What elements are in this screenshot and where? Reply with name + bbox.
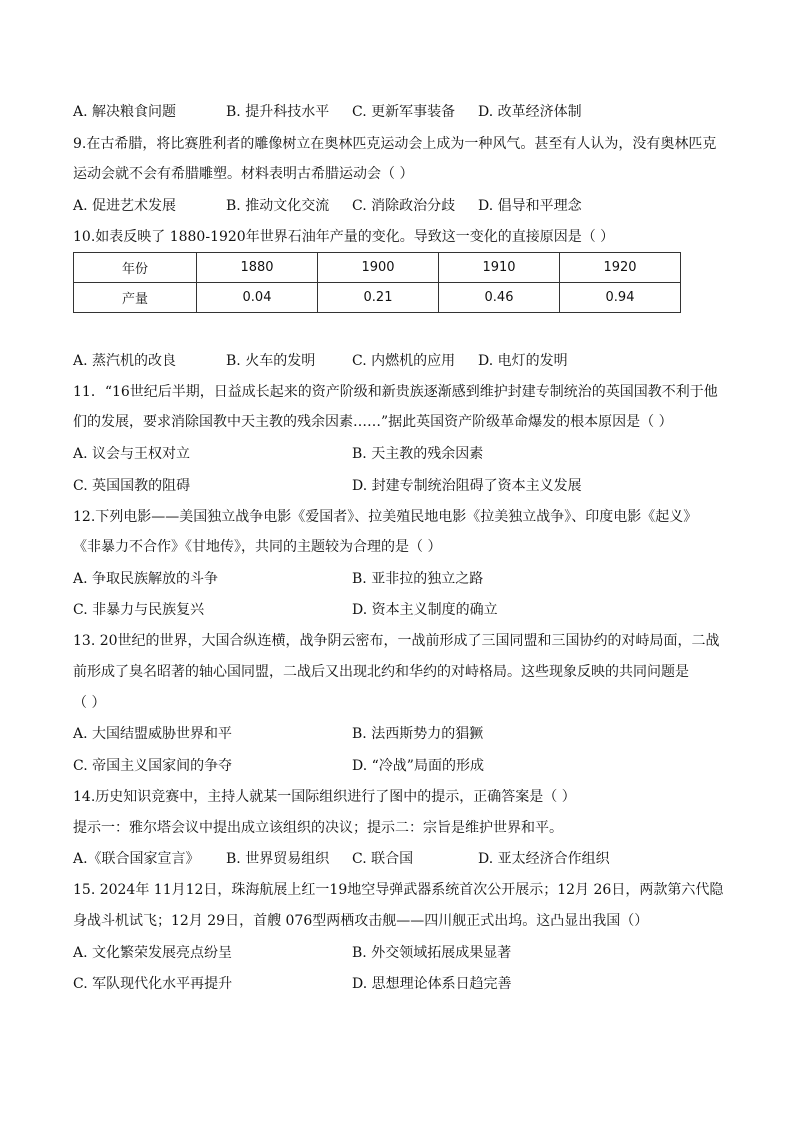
- table-cell-year: 1900: [318, 253, 439, 283]
- table-cell-year: 1920: [560, 253, 681, 283]
- q12-stem-line-1: 12.下列电影——美国独立战争电影《爱国者》、拉美殖民地电影《拉美独立战争》、印度电影《起义》: [73, 509, 698, 525]
- q9-option-c[interactable]: C. 消除政治分歧: [352, 198, 456, 214]
- q13-option-d[interactable]: D. “冷战”局面的形成: [352, 758, 484, 774]
- q8-option-c[interactable]: C. 更新军事装备: [352, 104, 456, 120]
- q14-stem: 14.历史知识竞赛中，主持人就某一国际组织进行了图中的提示，正确答案是（ ）: [73, 789, 576, 805]
- q11-stem-line-2: 们的发展，要求消除国教中天主教的残余因素……”据此英国资产阶级革命爆发的根本原因是（ ）: [73, 414, 673, 430]
- q10-option-c[interactable]: C. 内燃机的应用: [352, 353, 456, 369]
- table-cell-year: 1910: [439, 253, 560, 283]
- q10-stem: 10.如表反映了 1880-1920年世界石油年产量的变化。导致这一变化的直接原因是（ ）: [73, 229, 615, 245]
- q15-option-d[interactable]: D. 思想理论体系日趋完善: [352, 976, 512, 992]
- q10-option-a[interactable]: A. 蒸汽机的改良: [73, 353, 177, 369]
- q8-option-d[interactable]: D. 改革经济体制: [478, 104, 582, 120]
- q13-stem-line-2: 前形成了臭名昭著的轴心国同盟，二战后又出现北约和华约的对峙格局。这些现象反映的共同问题是: [73, 664, 689, 680]
- q13-stem-line-3: （ ）: [73, 695, 106, 711]
- q12-option-d[interactable]: D. 资本主义制度的确立: [352, 602, 498, 618]
- q9-option-b[interactable]: B. 推动文化交流: [226, 198, 330, 214]
- q13-option-b[interactable]: B. 法西斯势力的猖獗: [352, 726, 484, 742]
- q12-option-a[interactable]: A. 争取民族解放的斗争: [73, 571, 219, 587]
- q15-option-c[interactable]: C. 军队现代化水平再提升: [73, 976, 233, 992]
- q9-option-a[interactable]: A. 促进艺术发展: [73, 198, 177, 214]
- q10-option-d[interactable]: D. 电灯的发明: [478, 353, 568, 369]
- q11-stem-line-1: 11．“16世纪后半期，日益成长起来的资产阶级和新贵族逐渐感到维护封建专制统治的英国国教不利于他: [73, 384, 718, 400]
- q14-hint: 提示一：雅尔塔会议中提出成立该组织的决议；提示二：宗旨是维护世界和平。: [73, 820, 563, 836]
- q13-stem-line-1: 13. 20世纪的世界，大国合纵连横，战争阴云密布，一战前形成了三国同盟和三国协约的对峙局面，二战: [73, 633, 720, 649]
- q13-option-a[interactable]: A. 大国结盟威胁世界和平: [73, 726, 233, 742]
- oil-production-table: [73, 252, 681, 313]
- q15-stem-line-2: 身战斗机试飞；12月 29日，首艘 076型两栖攻击舰——四川舰正式出坞。这凸显出我国（）: [73, 913, 649, 929]
- q8-option-b[interactable]: B. 提升科技水平: [226, 104, 330, 120]
- q12-stem-line-2: 《非暴力不合作》《甘地传》，共同的主题较为合理的是（ ）: [73, 539, 442, 555]
- q12-option-c[interactable]: C. 非暴力与民族复兴: [73, 602, 205, 618]
- q15-option-a[interactable]: A. 文化繁荣发展亮点纷呈: [73, 945, 233, 961]
- q11-option-d[interactable]: D. 封建专制统治阻碍了资本主义发展: [352, 478, 582, 494]
- q11-option-a[interactable]: A. 议会与王权对立: [73, 446, 191, 462]
- table-row-years: [74, 253, 681, 283]
- q10-option-b[interactable]: B. 火车的发明: [226, 353, 316, 369]
- table-cell-output: 0.21: [318, 283, 439, 313]
- table-cell-output: 0.04: [197, 283, 318, 313]
- q9-stem-line-2: 运动会就不会有希腊雕塑。材料表明古希腊运动会（ ）: [73, 166, 414, 182]
- q11-option-c[interactable]: C. 英国国教的阻碍: [73, 478, 191, 494]
- q8-option-a[interactable]: A. 解决粮食问题: [73, 104, 177, 120]
- table-cell-output: 0.46: [439, 283, 560, 313]
- table-cell-year: 1880: [197, 253, 318, 283]
- table-cell-output: 0.94: [560, 283, 681, 313]
- table-row-output: [74, 283, 681, 313]
- q14-option-b[interactable]: B. 世界贸易组织: [226, 851, 330, 867]
- table-header-output: 产量: [74, 283, 197, 313]
- q14-option-c[interactable]: C. 联合国: [352, 851, 414, 867]
- q15-stem-line-1: 15. 2024年 11月12日，珠海航展上红一19地空导弹武器系统首次公开展示；12月 26日，两款第六代隐: [73, 882, 724, 898]
- q13-option-c[interactable]: C. 帝国主义国家间的争夺: [73, 758, 233, 774]
- q15-option-b[interactable]: B. 外交领域拓展成果显著: [352, 945, 512, 961]
- q12-option-b[interactable]: B. 亚非拉的独立之路: [352, 571, 484, 587]
- q9-option-d[interactable]: D. 倡导和平理念: [478, 198, 582, 214]
- table-header-year: 年份: [74, 253, 197, 283]
- q11-option-b[interactable]: B. 天主教的残余因素: [352, 446, 484, 462]
- q9-stem-line-1: 9.在古希腊，将比赛胜利者的雕像树立在奥林匹克运动会上成为一种风气。甚至有人认为，没有奥林匹克: [73, 136, 717, 152]
- q14-option-a[interactable]: A.《联合国家宣言》: [73, 851, 200, 867]
- q14-option-d[interactable]: D. 亚太经济合作组织: [478, 851, 610, 867]
